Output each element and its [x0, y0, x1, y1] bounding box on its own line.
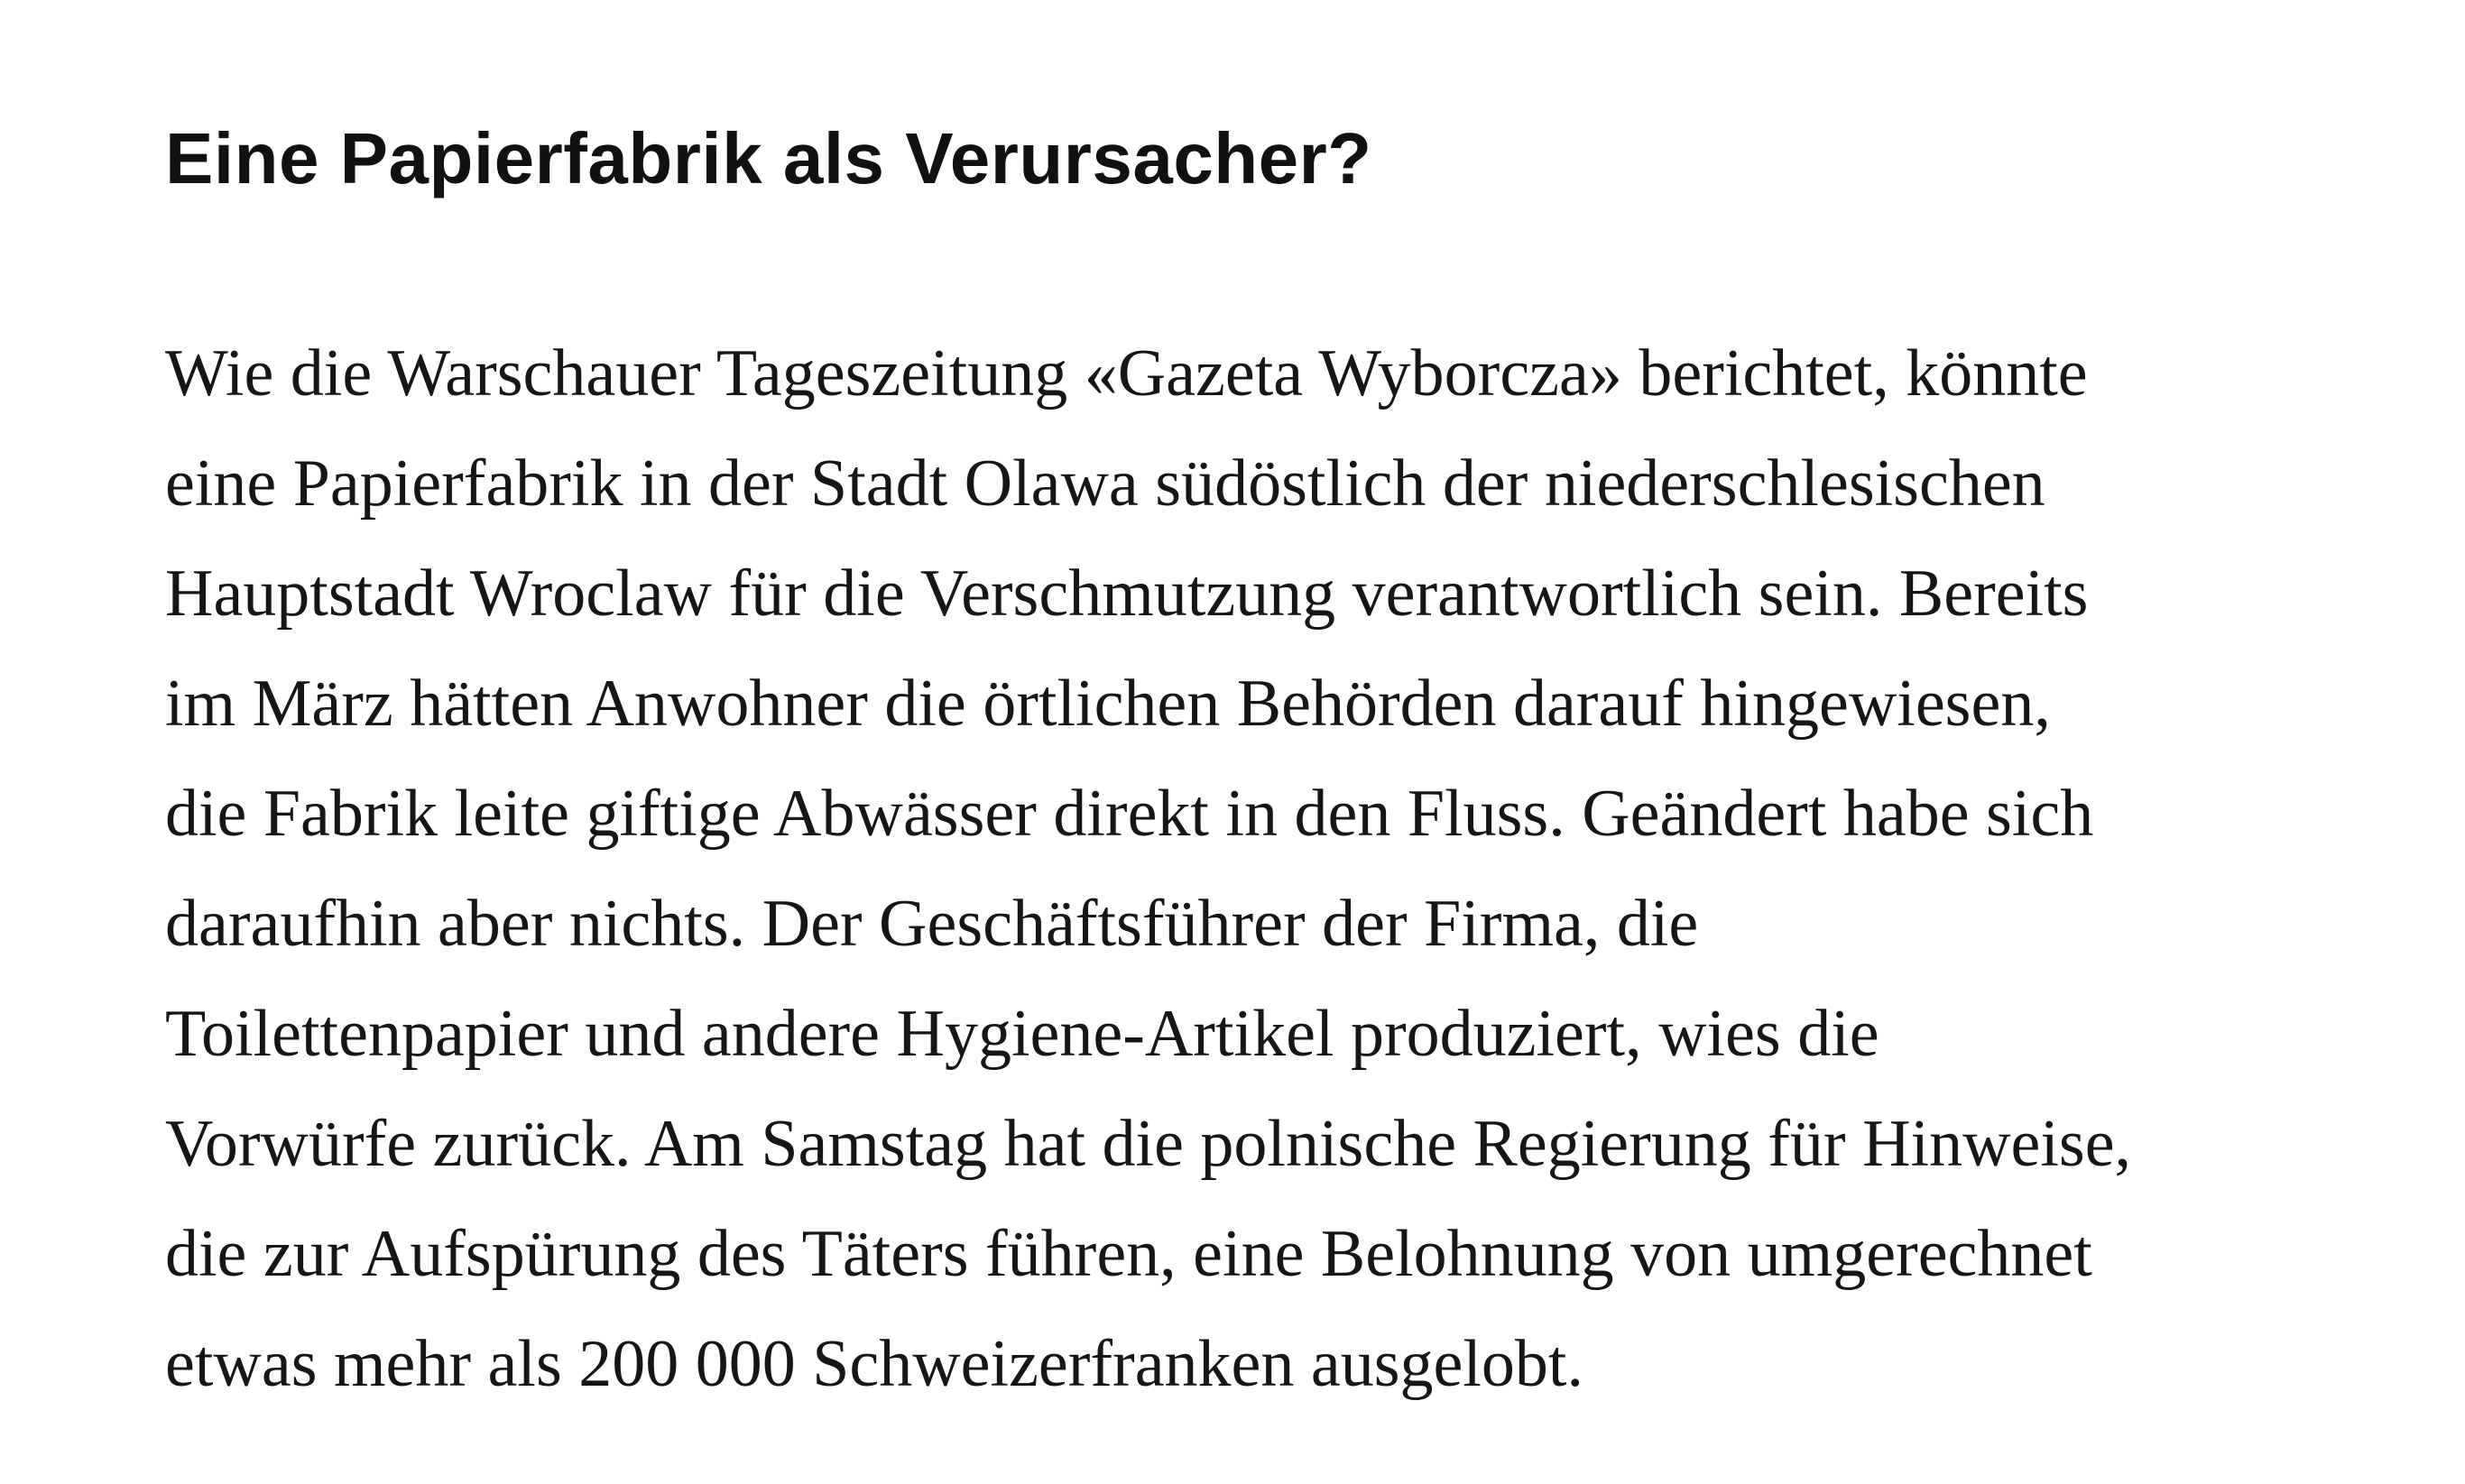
paragraph-line: Hauptstadt Wroclaw für die Verschmutzung verantwortlich sein. Bereits: [165, 557, 2089, 631]
article-heading: Eine Papierfabrik als Verursacher?: [165, 118, 1372, 198]
article-paragraph: [165, 318, 2403, 1419]
paragraph-line: Toilettenpapier und andere Hygiene-Artikel produziert, wies die: [165, 997, 1879, 1071]
paragraph-line: die Fabrik leite giftige Abwässer direkt in den Fluss. Geändert habe sich: [165, 777, 2094, 851]
paragraph-line: Vorwürfe zurück. Am Samstag hat die polnische Regierung für Hinweise,: [165, 1107, 2132, 1181]
paragraph-line: etwas mehr als 200 000 Schweizerfranken ausgelobt.: [165, 1327, 1583, 1401]
paragraph-line: eine Papierfabrik in der Stadt Olawa südöstlich der niederschlesischen: [165, 447, 2045, 521]
paragraph-line: im März hätten Anwohner die örtlichen Behörden darauf hingewiesen,: [165, 667, 2051, 741]
paragraph-line: daraufhin aber nichts. Der Geschäftsführer der Firma, die: [165, 887, 1699, 961]
paragraph-line: die zur Aufspürung des Täters führen, eine Belohnung von umgerechnet: [165, 1217, 2092, 1291]
paragraph-line: Wie die Warschauer Tageszeitung «Gazeta Wyborcza» berichtet, könnte: [165, 336, 2088, 410]
